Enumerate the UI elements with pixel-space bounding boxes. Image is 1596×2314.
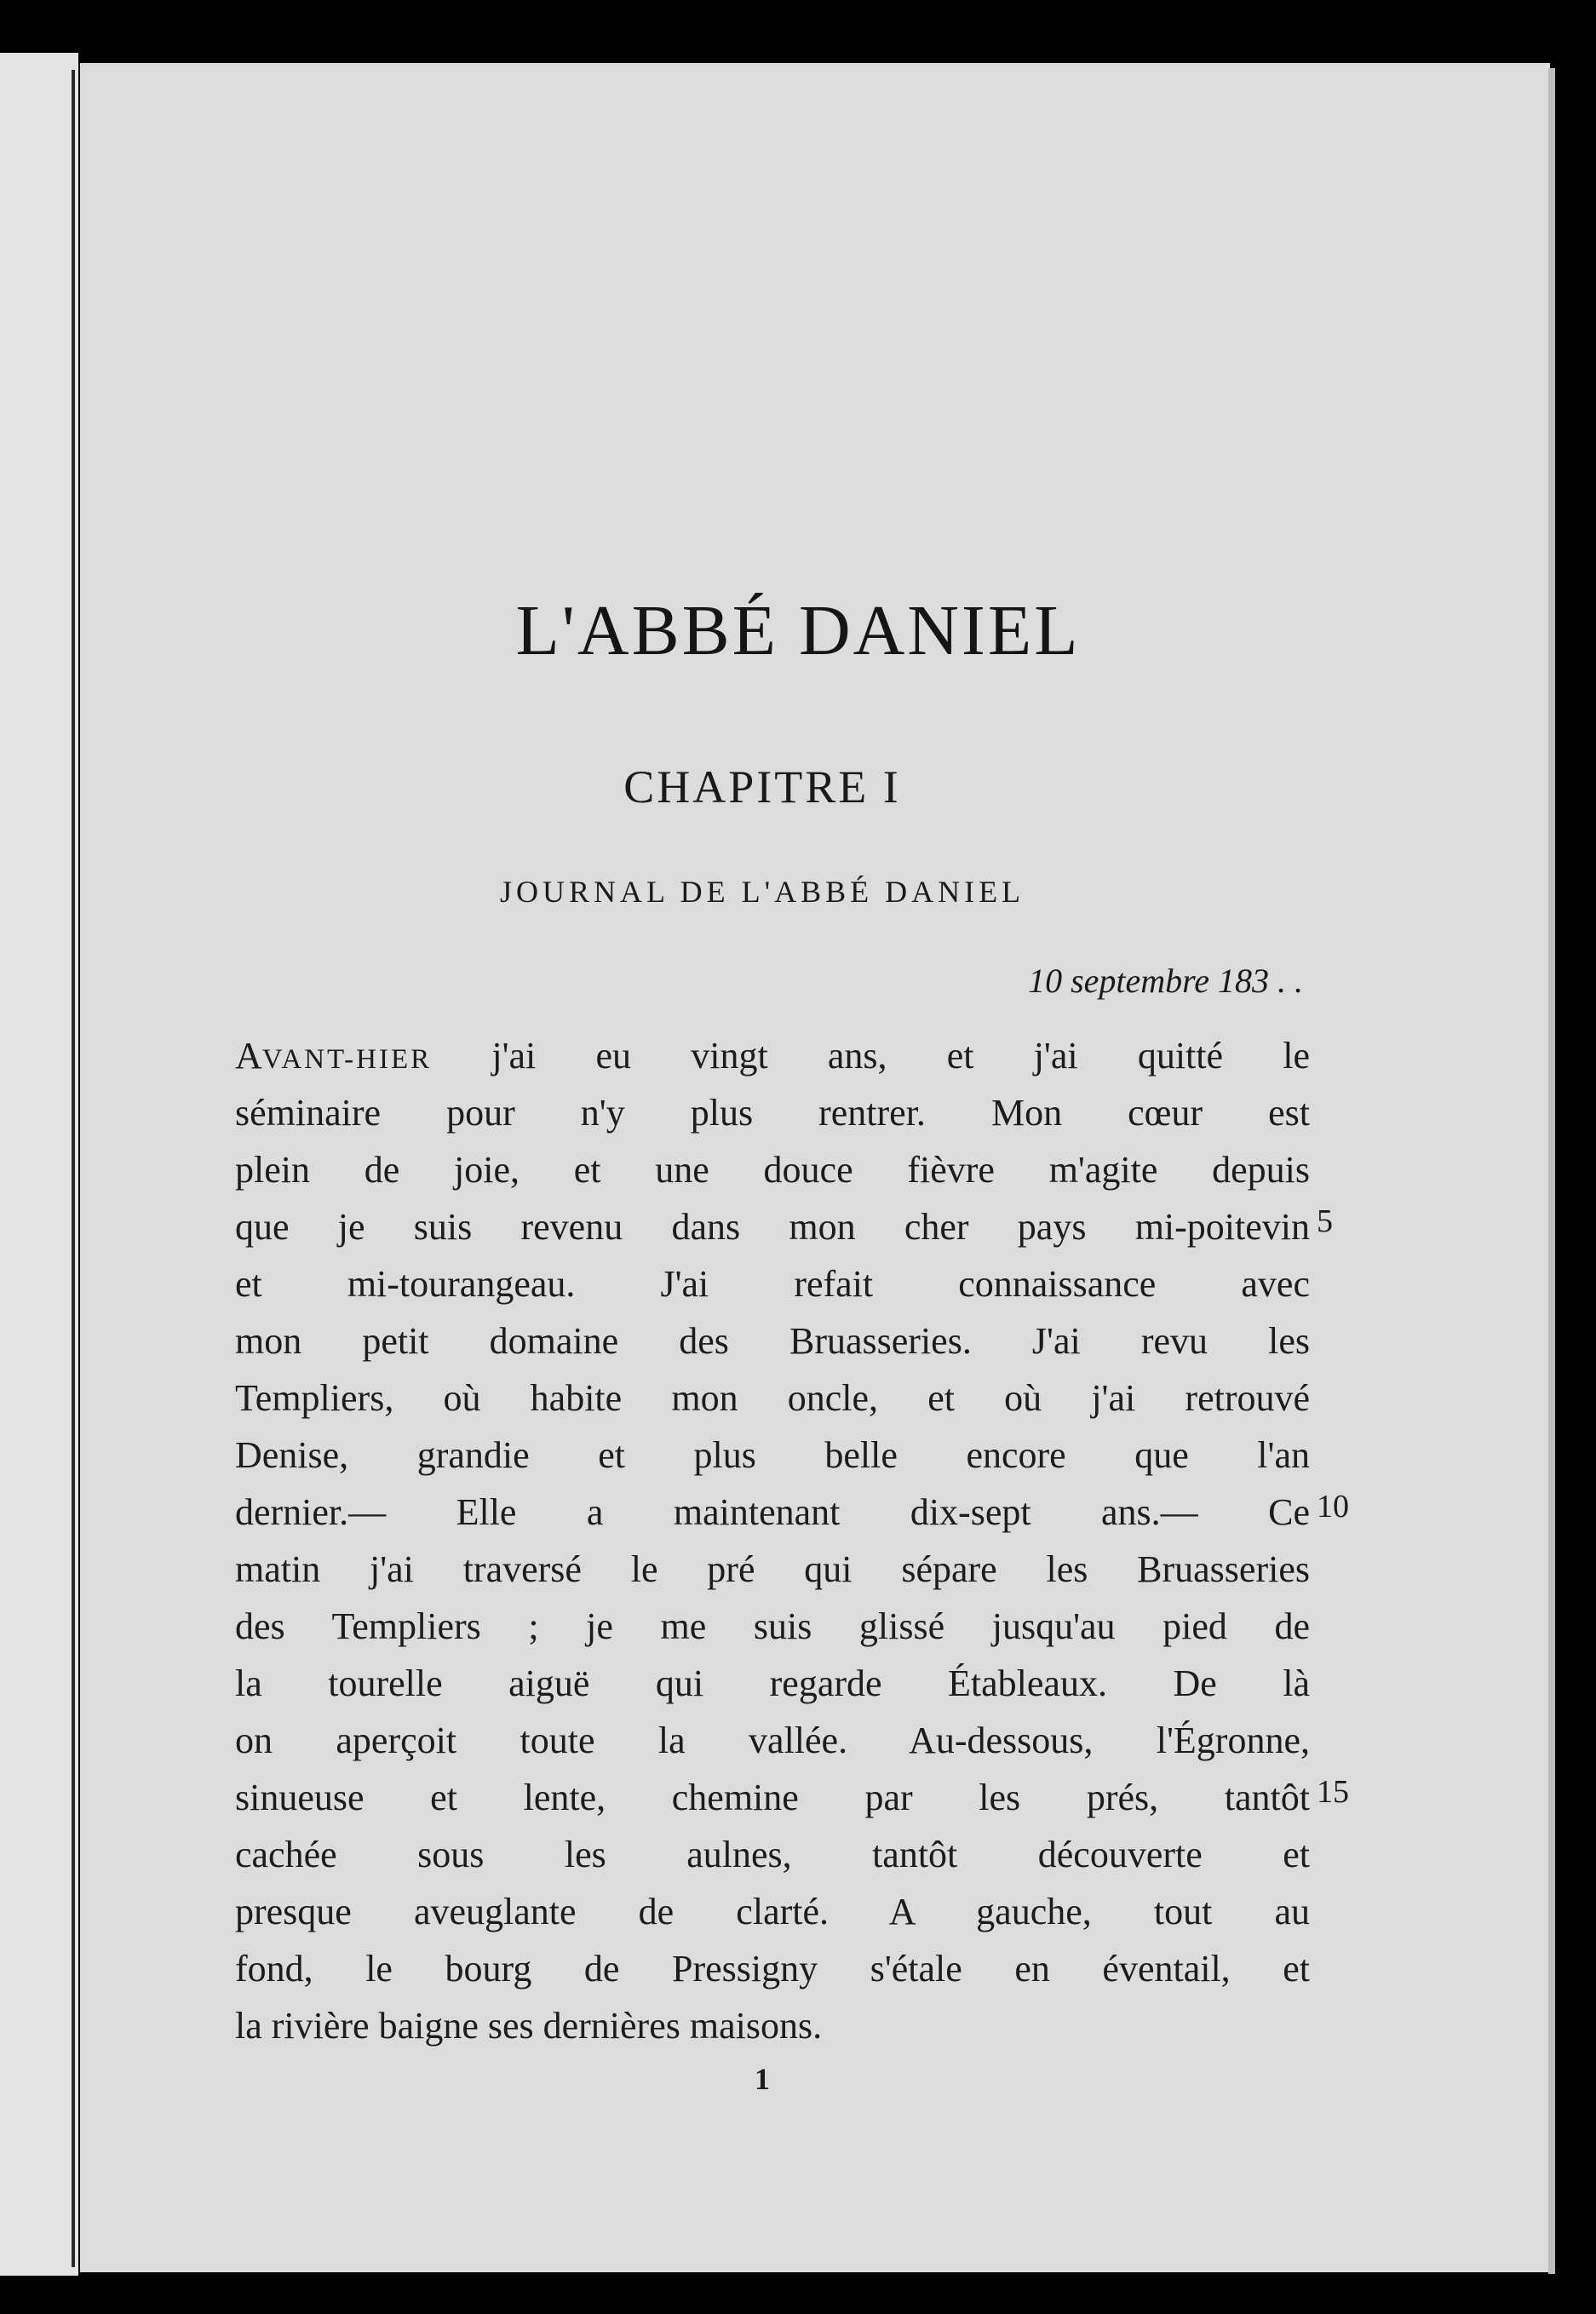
text-line-content: mon petit domaine des Bruasseries. J'ai revu les (235, 1320, 1310, 1362)
text-line (235, 1997, 1310, 2054)
text-line-content: fond, le bourg de Pressigny s'étale en éventail, et (235, 1948, 1310, 1990)
text-line-content: Templiers, où habite mon oncle, et où j'ai retrouvé (235, 1377, 1310, 1419)
text-line-content: que je suis revenu dans mon cher pays mi-poitevin (235, 1206, 1310, 1248)
text-line-content: j'ai eu vingt ans, et j'ai quitté le (432, 1035, 1310, 1077)
text-line-content: on aperçoit toute la vallée. Au-dessous, l'Égronne, (235, 1720, 1310, 1761)
chapter-title: CHAPITRE I (623, 761, 901, 812)
text-line (235, 1312, 1310, 1369)
text-line (235, 1255, 1310, 1312)
text-line-content: presque aveuglante de clarté. A gauche, tout au (235, 1891, 1310, 1932)
book-title: L'ABBÉ DANIEL (515, 591, 1081, 670)
text-line (235, 1427, 1310, 1484)
text-line (235, 1541, 1310, 1598)
line-number-10: 10 (1317, 1489, 1349, 1524)
opening-smallcaps: VANT-HIER (261, 1044, 433, 1075)
text-line (235, 1084, 1310, 1141)
text-line-content: cachée sous les aulnes, tantôt découverte et (235, 1834, 1310, 1875)
text-line (235, 1826, 1310, 1883)
text-line-content: séminaire pour n'y plus rentrer. Mon cœur est (235, 1092, 1310, 1134)
text-line (235, 1883, 1310, 1940)
text-line-content: plein de joie, et une douce fièvre m'agite depuis (235, 1149, 1310, 1191)
body-paragraph (235, 1027, 1310, 2054)
dateline: 10 septembre 183 . . (1028, 962, 1303, 1000)
text-line-content: Denise, grandie et plus belle encore que l'an (235, 1434, 1310, 1476)
text-line (235, 1484, 1310, 1541)
text-line-content: dernier.— Elle a maintenant dix-sept ans.— Ce (235, 1491, 1310, 1533)
line-number-15: 15 (1317, 1774, 1349, 1810)
text-line (235, 1769, 1310, 1826)
text-line (235, 1369, 1310, 1427)
facing-page-edge (0, 53, 78, 2276)
text-line-content: matin j'ai traversé le pré qui sépare les Bruasseries (235, 1548, 1310, 1590)
opening-initial: A (235, 1035, 262, 1077)
text-line-content: des Templiers ; je me suis glissé jusqu'au pied de (235, 1605, 1310, 1647)
text-line (235, 1198, 1310, 1255)
text-line (235, 1141, 1310, 1198)
page-edge-shadow (1548, 68, 1555, 2274)
text-line (235, 1027, 1310, 1084)
text-line-content: et mi-tourangeau. J'ai refait connaissance avec (235, 1263, 1310, 1305)
text-line-content: sinueuse et lente, chemine par les prés, tantôt (235, 1777, 1310, 1818)
text-line (235, 1712, 1310, 1769)
section-title: JOURNAL DE L'ABBÉ DANIEL (499, 875, 1025, 909)
text-line (235, 1598, 1310, 1655)
text-line-content: la tourelle aiguë qui regarde Étableaux. De là (235, 1662, 1310, 1704)
page-number: 1 (755, 2062, 770, 2096)
line-number-5: 5 (1317, 1203, 1333, 1239)
text-line (235, 1940, 1310, 1997)
text-line (235, 1655, 1310, 1712)
text-line-content: la rivière baigne ses dernières maisons. (235, 2005, 823, 2047)
gutter-line (72, 70, 75, 2267)
